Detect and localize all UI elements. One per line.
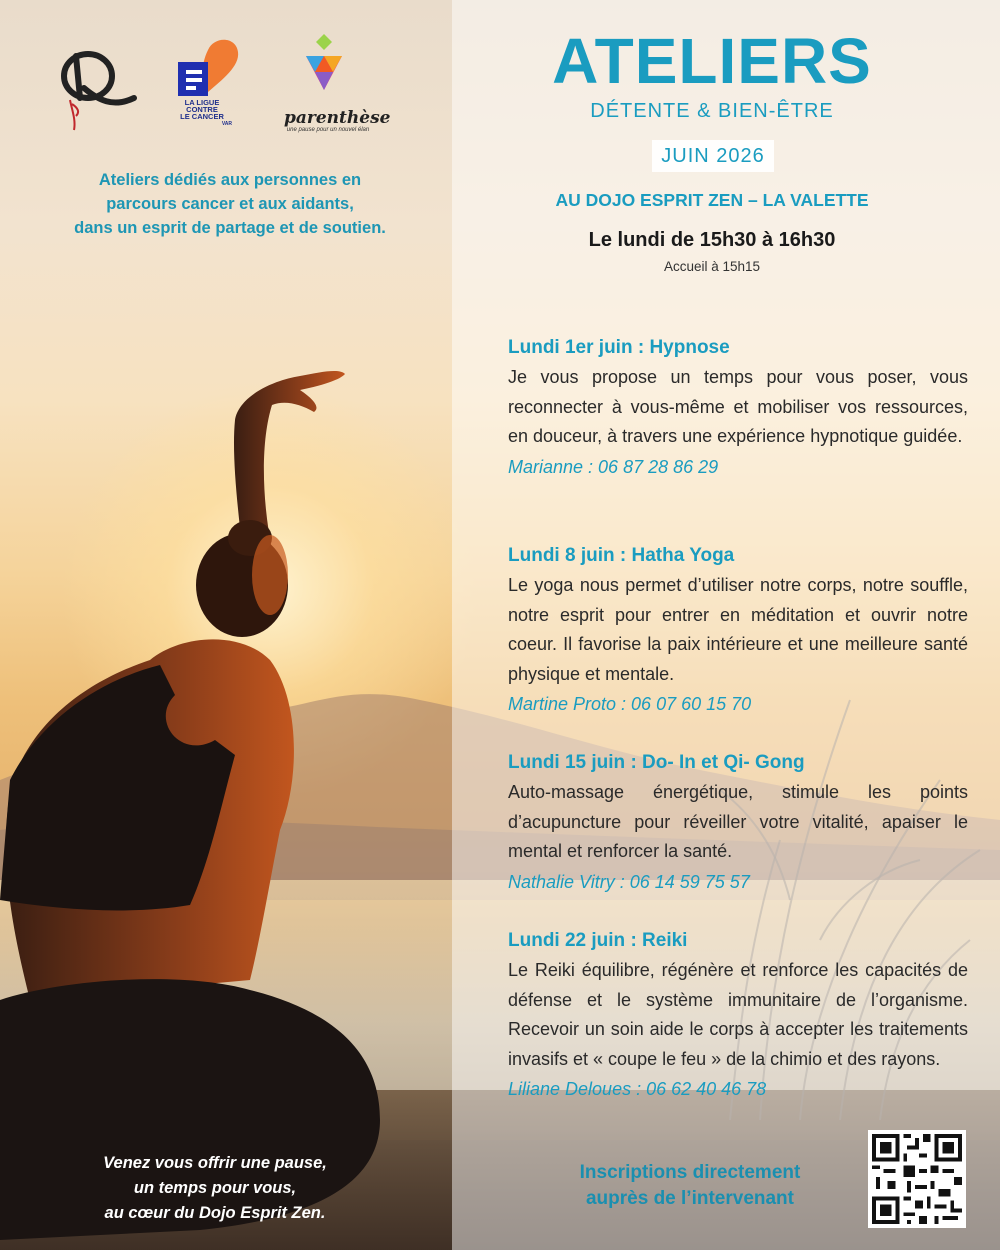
qr-code[interactable] <box>868 1130 966 1228</box>
welcome-time: Accueil à 15h15 <box>663 259 761 274</box>
ligue-line-3: LE CANCER <box>180 112 224 121</box>
outro-text <box>30 1151 400 1226</box>
intro-text <box>30 168 430 240</box>
session-contact: Nathalie Vitry : 06 14 59 75 57 <box>508 871 750 892</box>
session-description: Auto-massage énergétique, stimule les points d’acupuncture pour réveiller votre vitalité, apaiser le mental et renforcer la santé. <box>508 782 968 861</box>
inscriptions-line: auprès de l’intervenant <box>585 1188 794 1209</box>
page-title: ATELIERS <box>552 25 872 97</box>
parenthese-name: parenthèse <box>284 108 391 128</box>
intro-line: dans un esprit de partage et de soutien. <box>74 219 386 237</box>
intro-line: parcours cancer et aux aidants, <box>106 195 354 213</box>
ligue-contre-le-cancer-logo <box>172 36 244 131</box>
parenthese-tagline: une pause pour un nouvel élan <box>286 127 370 133</box>
session-title: Lundi 8 juin : Hatha Yoga <box>508 545 735 566</box>
schedule: Le lundi de 15h30 à 16h30 <box>588 229 836 251</box>
session-description: Le Reiki équilibre, régénère et renforce les capacités de défense et le système immunitaire de l’organisme. Recevoir un soin aide le corps à accepter les traitements invasifs et « coupe le feu » de la chimio et des rayons. <box>508 960 968 1069</box>
session-description: Le yoga nous permet d’utiliser notre corps, notre souffle, notre esprit pour entrer en méditation et ouvrir notre coeur. Il favorise la paix intérieure et une meilleure santé physique et mentale. <box>508 575 968 684</box>
date-badge: JUIN 2026 <box>652 140 774 172</box>
ligue-line-2: CONTRE <box>186 105 218 114</box>
dojo-logo <box>58 38 138 133</box>
session-contact: Martine Proto : 06 07 60 15 70 <box>508 694 752 714</box>
outro-line: au cœur du Dojo Esprit Zen. <box>104 1204 326 1222</box>
parenthese-logo <box>278 34 391 133</box>
session-reiki <box>508 926 968 1104</box>
ligue-line-4: VAR <box>221 121 232 127</box>
intro-line: Ateliers dédiés aux personnes en <box>98 171 362 189</box>
session-title: Lundi 15 juin : Do- In et Qi- Gong <box>508 752 805 773</box>
session-hatha-yoga <box>508 541 968 719</box>
session-description: Je vous propose un temps pour vous poser, vous reconnecter à vous-même et mobiliser vos ressources, en douceur, à travers une expérience hypnotique guidée. <box>508 367 968 446</box>
session-contact: Liliane Deloues : 06 62 40 46 78 <box>508 1079 767 1099</box>
outro-line: Venez vous offrir une pause, <box>103 1154 327 1172</box>
inscriptions-line: Inscriptions directement <box>579 1162 801 1183</box>
session-contact: Marianne : 06 87 28 86 29 <box>508 456 719 477</box>
outro-line: un temps pour vous, <box>133 1179 297 1197</box>
page-subtitle: DÉTENTE & BIEN-ÊTRE <box>590 100 834 122</box>
inscriptions-note <box>540 1160 840 1212</box>
ligue-line-1: LA LIGUE <box>184 98 220 107</box>
session-hypnose <box>508 333 968 482</box>
venue: AU DOJO ESPRIT ZEN – LA VALETTE <box>555 190 869 210</box>
woman-yoga-silhouette <box>0 360 420 1250</box>
session-title: Lundi 22 juin : Reiki <box>508 930 688 951</box>
session-title: Lundi 1er juin : Hypnose <box>508 337 730 358</box>
session-do-in-qi-gong <box>508 748 968 897</box>
